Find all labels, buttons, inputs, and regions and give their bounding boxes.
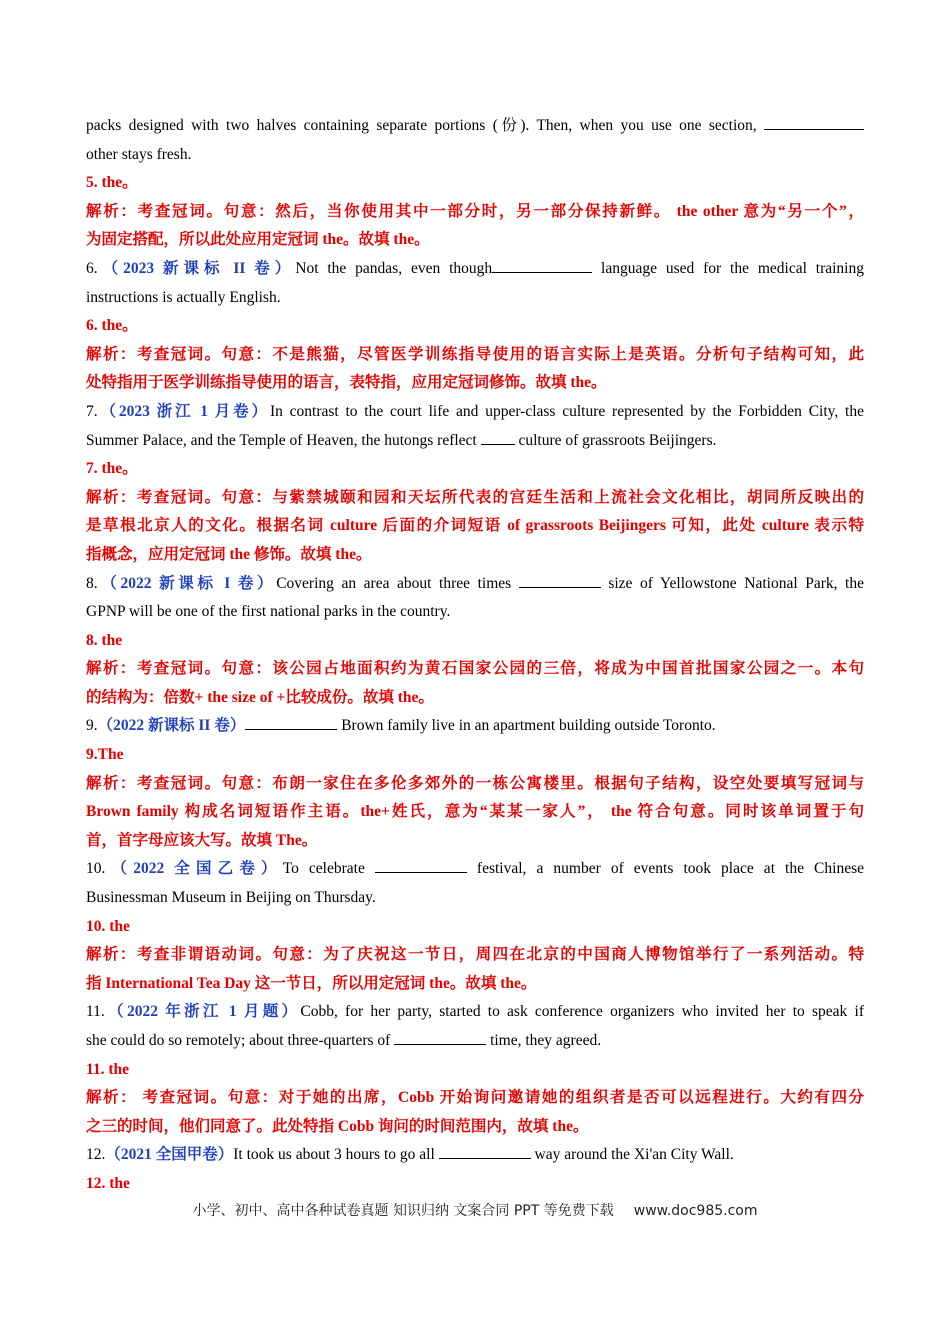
answer-blank[interactable] [245, 715, 337, 730]
question-line [86, 598, 864, 627]
question-number: 12. [86, 1146, 106, 1164]
question-text: she could do so remotely; about three-quarters of [86, 1032, 395, 1049]
answer-blank[interactable] [764, 115, 864, 130]
analysis-line: Brown family 构成名词短语作主语。the+姓氏，意为“某某一家人”， the 符合句意。同时该单词置于句 [86, 803, 864, 821]
analysis-block [86, 484, 864, 570]
answer-blank[interactable] [375, 858, 467, 873]
question-line [86, 712, 864, 741]
analysis-line: 指概念，应用定冠词 the 修饰。故填 the。 [86, 545, 372, 563]
question-item [86, 255, 864, 312]
analysis-line: 处特指用于医学训练指导使用的语言，表特指，应用定冠词修饰。故填 the。 [86, 374, 607, 392]
question-line [86, 855, 864, 884]
question-source: （2022 全国乙卷） [105, 860, 283, 878]
answer-line: 6. the。 [86, 317, 138, 335]
analysis-block [86, 655, 864, 712]
question-line [86, 998, 864, 1027]
answer-blank[interactable] [481, 430, 515, 445]
analysis-line: 解析：考查冠词。句意：该公园占地面积约为黄石国家公园的三倍，将成为中国首批国家公园之一。本句 [86, 660, 864, 678]
question-text: GPNP will be one of the first national parks in the country. [86, 603, 451, 621]
question-number: 10. [86, 860, 106, 878]
question-source: （2023 新课标 II 卷） [97, 259, 296, 277]
question-text: Summer Palace, and the Temple of Heaven, the hutongs reflect [86, 431, 481, 449]
analysis-block [86, 770, 864, 856]
question-text: Brown family live in an apartment building outside Toronto. [337, 717, 716, 735]
question-item [86, 570, 864, 627]
question-line [86, 141, 864, 170]
answer-blank[interactable] [394, 1030, 486, 1045]
analysis-line: 解析：考查冠词。句意：然后，当你使用其中一部分时，另一部分保持新鲜。 the other 意为“另一个”， [86, 202, 864, 220]
question-text: way around the Xi'an City Wall. [530, 1146, 734, 1164]
question-number: 11. [86, 1003, 105, 1021]
analysis-line: 解析： 考查冠词。句意：对于她的出席，Cobb 开始询问邀请她的组织者是否可以远程进行。大约有四分 [86, 1089, 864, 1107]
question-item [86, 398, 864, 455]
question-line [86, 112, 864, 141]
question-text: festival, a number of events took place at the Chinese [466, 860, 864, 878]
document-page [86, 112, 864, 1199]
answer-line: 10. the [86, 917, 130, 935]
question-text: size of Yellowstone National Park, the [600, 574, 864, 592]
question-line [86, 1027, 864, 1056]
answer-line: 12. the [86, 1174, 130, 1192]
answer-line: 7. the。 [86, 460, 138, 478]
question-line [86, 398, 864, 427]
question-line [86, 255, 864, 284]
question-item [86, 998, 864, 1055]
question-continued [86, 112, 864, 169]
analysis-block [86, 198, 864, 255]
analysis-line: 之三的时间，他们同意了。此处特指 Cobb 询问的时间范围内，故填 the。 [86, 1117, 589, 1135]
question-text: other stays fresh. [86, 145, 192, 163]
analysis-line: 解析：考查冠词。句意：不是熊猫，尽管医学训练指导使用的语言实际上是英语。分析句子结构可知，此 [86, 345, 864, 363]
question-text: culture of grassroots Beijingers. [514, 431, 717, 449]
analysis-line: 的结构为：倍数+ the size of +比较成份。故填 the。 [86, 688, 434, 706]
question-item [86, 1141, 864, 1170]
analysis-line: 解析：考查冠词。句意：与紫禁城颐和园和天坛所代表的宫廷生活和上流社会文化相比，胡同所反映出的 [86, 488, 864, 506]
question-source: （2022 新课标 I 卷） [97, 574, 277, 592]
question-text: time, they agreed. [486, 1032, 602, 1049]
analysis-block [86, 1084, 864, 1141]
analysis-line: 指 International Tea Day 这一节日，所以用定冠词 the。故填 the。 [86, 974, 537, 992]
question-text: Businessman Museum in Beijing on Thursday. [86, 889, 376, 907]
answer-blank[interactable] [519, 573, 601, 588]
question-item [86, 712, 864, 741]
question-text: It took us about 3 hours to go all [233, 1146, 439, 1164]
question-text: language used for the medical training [592, 259, 864, 277]
analysis-block [86, 341, 864, 398]
page-footer [0, 1200, 950, 1220]
question-text: To celebrate [282, 860, 375, 878]
question-text: instructions is actually English. [86, 288, 281, 306]
answer-blank[interactable] [492, 258, 592, 273]
question-source: （2022 年浙江 1 月题） [104, 1003, 301, 1021]
answer-line: 8. the [86, 631, 123, 649]
analysis-block [86, 941, 864, 998]
question-text: In contrast to the court life and upper-class culture represented by the Forbidden City, the [269, 402, 864, 420]
question-line [86, 427, 864, 456]
question-number: 8. [86, 574, 98, 592]
question-line [86, 570, 864, 599]
analysis-line: 解析：考查非谓语动词。句意：为了庆祝这一节日，周四在北京的中国商人博物馆举行了一系列活动。特 [86, 946, 864, 964]
answer-line: 11. the [86, 1060, 130, 1078]
question-source: （2021 全国甲卷） [105, 1146, 234, 1164]
footer-website[interactable]: www.doc985.com [633, 1203, 758, 1219]
answer-blank[interactable] [439, 1144, 531, 1159]
analysis-line: 解析：考查冠词。句意：布朗一家住在多伦多郊外的一栋公寓楼里。根据句子结构，设空处要填写冠词与 [86, 774, 864, 792]
analysis-line: 是草根北京人的文化。根据名词 culture 后面的介词短语 of grassroots Beijingers 可知，此处 culture 表示特 [86, 517, 864, 535]
question-line [86, 884, 864, 913]
question-number: 7. [86, 402, 98, 420]
question-text: Cobb, for her party, started to ask conference organizers who invited her to speak if [300, 1003, 864, 1021]
question-source: （2022 新课标 II 卷） [97, 717, 246, 735]
question-text: Not the pandas, even though [295, 259, 493, 277]
question-text: packs designed with two halves containing separate portions (份). Then, when you use one section, [86, 117, 764, 134]
analysis-line: 为固定搭配，所以此处应用定冠词 the。故填 the。 [86, 231, 430, 249]
question-line [86, 284, 864, 313]
question-number: 9. [86, 717, 98, 735]
question-line [86, 1141, 864, 1170]
question-text: Covering an area about three times [276, 574, 519, 592]
answer-line: 9.The [86, 746, 124, 764]
question-number: 6. [86, 259, 98, 277]
footer-text: 小学、初中、高中各种试卷真题 知识归纳 文案合同 PPT 等免费下载 [192, 1203, 614, 1219]
question-source: （2023 浙江 1 月卷） [97, 402, 270, 420]
answer-line: 5. the。 [86, 174, 138, 192]
analysis-line: 首，首字母应该大写。故填 The。 [86, 831, 318, 849]
question-item [86, 855, 864, 912]
